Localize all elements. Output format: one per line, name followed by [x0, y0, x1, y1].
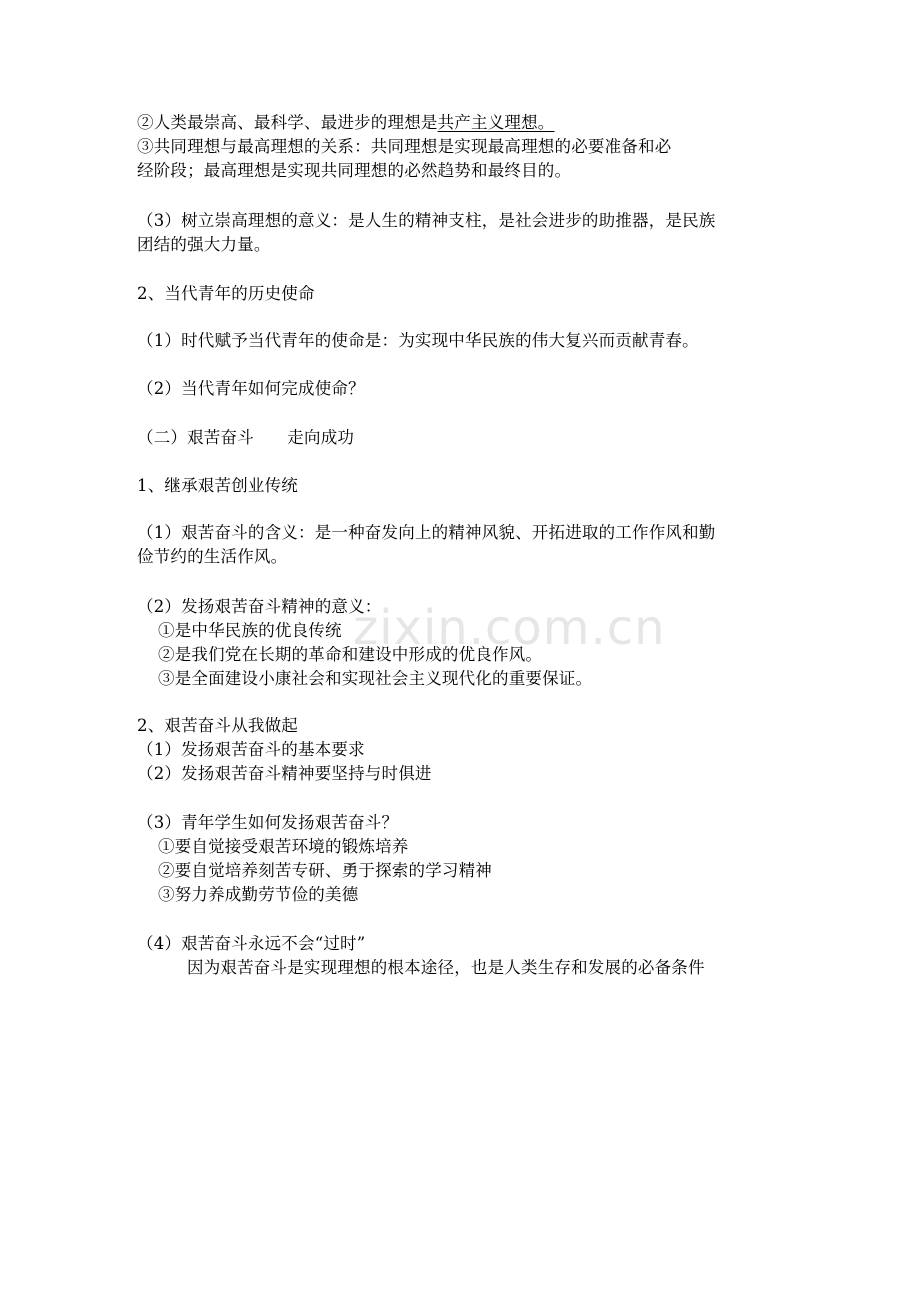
communist-ideal-underlined: 共产主义理想。 — [437, 113, 555, 132]
students-item-2: ②要自觉培养刻苦专研、勇于探索的学习精神 — [158, 861, 492, 880]
section-start-from-me-heading: 2、艰苦奋斗从我做起 — [137, 716, 298, 735]
significance-item-1: ①是中华民族的优良传统 — [158, 621, 342, 640]
basic-requirement-item: （1）发扬艰苦奋斗的基本要求 — [137, 740, 365, 759]
students-how-heading: （3）青年学生如何发扬艰苦奋斗？ — [137, 813, 399, 832]
ideal-significance-line-2: 团结的强大力量。 — [137, 235, 271, 254]
ideal-significance-line-1: （3）树立崇高理想的意义：是人生的精神支柱，是社会进步的助推器，是民族 — [137, 211, 716, 230]
ideal-highest-prefix: ②人类最崇高、最科学、最进步的理想是 — [137, 113, 438, 132]
ideal-relation-line-1: ③共同理想与最高理想的关系：共同理想是实现最高理想的必要准备和必 — [137, 137, 672, 156]
hard-work-meaning-line-1: （1）艰苦奋斗的含义：是一种奋发向上的精神风貌、开拓进取的工作作风和勤 — [137, 523, 716, 542]
section-tradition-heading: 1、继承艰苦创业传统 — [137, 476, 298, 495]
chapter-hard-work-heading: （二）艰苦奋斗 走向成功 — [137, 428, 355, 447]
never-outdated-heading: （4）艰苦奋斗永远不会“过时” — [137, 934, 366, 953]
students-item-3: ③努力养成勤劳节俭的美德 — [158, 885, 359, 904]
significance-item-2: ②是我们党在长期的革命和建设中形成的优良作风。 — [158, 645, 543, 664]
keep-pace-item: （2）发扬艰苦奋斗精神要坚持与时俱进 — [137, 764, 432, 783]
section-youth-mission-heading: 2、当代青年的历史使命 — [137, 284, 315, 303]
youth-mission-point-2: （2）当代青年如何完成使命？ — [137, 379, 365, 398]
students-item-1: ①要自觉接受艰苦环境的锻炼培养 — [158, 837, 409, 856]
never-outdated-reason: 因为艰苦奋斗是实现理想的根本途径，也是人类生存和发展的必备条件 — [187, 958, 705, 977]
hard-work-meaning-line-2: 俭节约的生活作风。 — [137, 547, 288, 566]
youth-mission-point-1: （1）时代赋予当代青年的使命是：为实现中华民族的伟大复兴而贡献青春。 — [137, 331, 699, 350]
significance-item-3: ③是全面建设小康社会和实现社会主义现代化的重要保证。 — [158, 669, 593, 688]
ideal-relation-line-2: 经阶段；最高理想是实现共同理想的必然趋势和最终目的。 — [137, 161, 572, 180]
ideal-highest-line — [137, 111, 555, 135]
hard-work-significance-heading: （2）发扬艰苦奋斗精神的意义： — [137, 597, 382, 616]
watermark: zixin.com.cn — [353, 600, 666, 656]
